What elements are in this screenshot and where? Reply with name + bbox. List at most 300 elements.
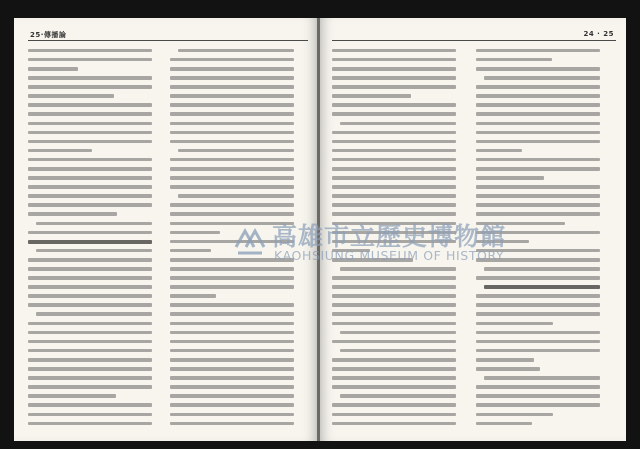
text-line-mark [332,303,456,307]
text-line-mark [332,312,456,316]
text-line-mark [28,303,152,307]
text-line [170,64,294,73]
text-line-mark [170,176,294,180]
text-line-mark [170,394,294,398]
text-line-mark [332,212,456,216]
text-line [476,337,600,346]
text-line-mark [28,240,152,244]
text-line-mark [28,331,152,335]
museum-watermark [232,221,507,267]
text-line-mark [170,413,294,417]
text-line [332,155,456,164]
text-line [476,101,600,110]
text-line-mark [28,176,152,180]
text-line [170,392,294,401]
text-line-mark [476,349,600,353]
text-line [476,382,600,391]
text-line [476,91,600,100]
text-line-mark [170,285,294,289]
text-line-mark [332,49,456,53]
text-line [170,182,294,191]
text-line-mark [484,267,600,271]
text-line [332,346,456,355]
text-line-mark [28,203,152,207]
text-line [332,364,456,373]
text-line [476,401,600,410]
text-line [170,282,294,291]
text-line-mark [28,376,152,380]
text-line [170,110,294,119]
text-line-mark [332,167,456,171]
text-line [332,301,456,310]
text-line-mark [170,385,294,389]
text-line [28,264,152,273]
text-line [332,401,456,410]
text-line-mark [28,67,78,71]
text-line-mark [170,212,294,216]
text-line-mark [340,267,456,271]
text-line-mark [170,249,211,253]
text-line-mark [332,422,456,426]
text-line [170,137,294,146]
text-line-mark [476,340,600,344]
text-line-mark [178,49,294,53]
text-line-mark [170,67,294,71]
text-line [28,146,152,155]
text-line [332,319,456,328]
text-line [332,110,456,119]
text-line-mark [170,358,294,362]
text-line [332,64,456,73]
text-line-mark [476,140,600,144]
text-line-mark [332,140,456,144]
text-line-mark [476,276,600,280]
text-line [170,319,294,328]
text-line [476,310,600,319]
text-line-mark [332,276,456,280]
text-line [28,110,152,119]
text-line-mark [332,131,456,135]
text-line [28,273,152,282]
text-line [28,382,152,391]
text-line-mark [332,103,456,107]
text-line [170,91,294,100]
text-line-mark [170,158,294,162]
text-line [28,282,152,291]
text-line-mark [170,294,216,298]
text-line-mark [476,167,600,171]
text-line-mark [340,122,456,126]
left-column-1 [28,46,152,428]
text-line [476,373,600,382]
text-line-mark [28,394,116,398]
text-line [28,101,152,110]
text-line-mark [476,194,600,198]
text-line [476,128,600,137]
text-line-mark [28,58,152,62]
text-line-mark [28,258,152,262]
text-line-mark [476,85,600,89]
text-line-mark [476,67,600,71]
text-line-mark [476,158,600,162]
text-line-mark [332,376,456,380]
text-line-mark [332,367,456,371]
text-line-mark [332,203,456,207]
text-line-mark [170,349,294,353]
left-header-rule [28,40,308,41]
text-line [332,55,456,64]
text-line [28,155,152,164]
text-line-mark [332,358,456,362]
text-line [332,273,456,282]
text-line-mark [170,367,294,371]
text-line-mark [28,231,152,235]
text-line [332,419,456,428]
text-line-mark [332,194,456,198]
text-line [476,292,600,301]
text-line [476,273,600,282]
text-line [170,355,294,364]
text-line-mark [476,322,553,326]
text-line-mark [476,312,600,316]
text-line [28,219,152,228]
text-line [170,401,294,410]
text-line-mark [28,49,152,53]
text-line-mark [28,358,152,362]
text-line [28,237,152,246]
text-line [332,73,456,82]
text-line-mark [28,194,152,198]
text-line [170,101,294,110]
text-line [28,119,152,128]
text-line-mark [476,367,540,371]
text-line [28,255,152,264]
text-line-mark [476,422,532,426]
text-line-mark [476,122,600,126]
museum-logo-icon [232,221,268,257]
text-line [476,64,600,73]
text-line-mark [28,140,152,144]
text-line [170,346,294,355]
text-line [332,101,456,110]
text-line-mark [476,149,522,153]
text-line-mark [170,322,294,326]
text-line [28,46,152,55]
text-line [28,173,152,182]
text-line-mark [332,294,456,298]
text-line [170,201,294,210]
text-line [476,419,600,428]
right-header-rule [332,40,616,41]
text-line [170,192,294,201]
text-line-mark [170,131,294,135]
text-line-mark [332,340,456,344]
text-line-mark [170,403,294,407]
text-line [332,164,456,173]
text-line [28,228,152,237]
text-line-mark [170,312,294,316]
text-line-mark [476,176,544,180]
text-line-mark [476,394,600,398]
text-line-mark [484,285,600,289]
text-line-mark [36,222,152,226]
text-line [28,55,152,64]
text-line-mark [28,185,152,189]
text-line [28,246,152,255]
text-line-mark [28,85,152,89]
text-line [476,346,600,355]
text-line [476,301,600,310]
text-line-mark [332,403,456,407]
text-line [170,46,294,55]
text-line [28,301,152,310]
text-line-mark [28,285,152,289]
text-line [476,55,600,64]
text-line-mark [178,194,294,198]
text-line-mark [28,267,152,271]
text-line [28,292,152,301]
text-line-mark [28,76,152,80]
text-line-mark [170,58,294,62]
text-line [170,328,294,337]
text-line [332,310,456,319]
text-line [170,55,294,64]
book-spread [14,18,626,443]
text-line-mark [476,185,600,189]
text-line [28,310,152,319]
text-line [170,364,294,373]
text-line [476,137,600,146]
text-line-mark [28,349,152,353]
text-line [476,364,600,373]
text-line-mark [170,112,294,116]
text-line-mark [332,413,456,417]
text-line [170,128,294,137]
text-line-mark [170,376,294,380]
text-line-mark [332,67,456,71]
text-line [28,392,152,401]
text-line-mark [170,276,294,280]
text-line [476,164,600,173]
text-line [28,91,152,100]
text-line-mark [28,276,152,280]
text-line-mark [332,94,411,98]
text-line-mark [484,376,600,380]
text-line [332,292,456,301]
text-line [476,319,600,328]
text-line [28,137,152,146]
text-line-mark [28,413,152,417]
text-line [28,182,152,191]
text-line [28,346,152,355]
text-line [476,182,600,191]
text-line [476,201,600,210]
text-line-mark [476,212,600,216]
text-line [476,328,600,337]
text-line-mark [340,331,456,335]
text-line-mark [476,413,553,417]
text-line-mark [28,112,152,116]
text-line [476,110,600,119]
text-line-mark [170,167,294,171]
text-line-mark [28,322,152,326]
text-line-mark [476,103,600,107]
text-line [28,201,152,210]
text-line [28,82,152,91]
text-line-mark [332,285,456,289]
text-line-mark [170,122,294,126]
text-line-mark [170,231,220,235]
text-line-mark [28,122,152,126]
text-line-mark [170,267,294,271]
text-line-mark [28,403,152,407]
text-line [476,146,600,155]
text-line [170,146,294,155]
text-line-mark [340,394,456,398]
text-line [476,173,600,182]
text-line [28,128,152,137]
text-line [170,164,294,173]
text-line-mark [170,331,294,335]
text-line-mark [36,249,152,253]
watermark-subtitle: KAOHSIUNG MUSEUM OF HISTORY [274,248,505,263]
text-line-mark [170,103,294,107]
text-line-mark [332,149,456,153]
text-line [170,337,294,346]
text-line [170,119,294,128]
text-line [170,310,294,319]
text-line [170,301,294,310]
text-line [170,410,294,419]
text-line-mark [28,167,152,171]
text-line [476,82,600,91]
text-line-mark [28,212,117,216]
text-line [332,182,456,191]
text-line-mark [28,367,152,371]
text-line [28,401,152,410]
text-line-mark [476,385,600,389]
text-line-mark [476,294,600,298]
text-line [476,282,600,291]
text-line [28,337,152,346]
text-line [170,419,294,428]
text-line-mark [28,294,152,298]
text-line [332,46,456,55]
text-line-mark [170,85,294,89]
text-line [332,128,456,137]
text-line-mark [170,203,294,207]
text-line-mark [28,340,152,344]
text-line [28,355,152,364]
text-line [476,264,600,273]
text-line-mark [170,303,294,307]
text-line [332,337,456,346]
text-line [476,392,600,401]
text-line [332,119,456,128]
text-line [28,419,152,428]
text-line-mark [170,340,294,344]
text-line [476,119,600,128]
text-line [170,382,294,391]
text-line [476,192,600,201]
text-line [28,319,152,328]
text-line [28,73,152,82]
text-line-mark [476,303,600,307]
text-line-mark [476,331,600,335]
text-line-mark [170,140,294,144]
text-line-mark [28,422,152,426]
text-line-mark [28,149,92,153]
text-line-mark [332,158,456,162]
text-line-mark [36,312,152,316]
text-line [332,201,456,210]
text-line [332,373,456,382]
text-line-mark [28,94,114,98]
text-line [476,46,600,55]
text-line [332,146,456,155]
right-running-head: 24 · 25 [583,30,614,38]
text-line-mark [332,385,456,389]
text-line [170,292,294,301]
text-line [332,173,456,182]
text-line [28,410,152,419]
text-line [170,155,294,164]
text-line [170,173,294,182]
text-line [332,392,456,401]
text-line-mark [332,85,456,89]
text-line [28,64,152,73]
text-line [476,410,600,419]
text-line-mark [476,58,552,62]
text-line [28,192,152,201]
text-line-mark [28,131,152,135]
text-line [28,164,152,173]
text-line-mark [332,322,456,326]
text-line-mark [476,358,534,362]
text-line-mark [476,112,600,116]
text-line-mark [332,76,456,80]
text-line [332,355,456,364]
text-line [332,91,456,100]
text-line [170,273,294,282]
text-line-mark [476,131,600,135]
text-line-mark [332,185,456,189]
text-line [332,192,456,201]
text-line-mark [484,76,600,80]
text-line [170,82,294,91]
text-line-mark [476,49,600,53]
text-line-mark [476,203,600,207]
text-line-mark [170,422,294,426]
text-line-mark [476,94,600,98]
text-line [476,155,600,164]
text-line [28,210,152,219]
text-line [28,364,152,373]
text-line [476,73,600,82]
text-line [332,410,456,419]
text-line-mark [170,94,294,98]
text-line-mark [28,158,152,162]
text-line-mark [28,385,152,389]
text-line [170,373,294,382]
text-line-mark [332,112,456,116]
watermark-title: 高雄市立歷史博物館 [272,222,507,251]
text-line-mark [178,149,294,153]
text-line [28,373,152,382]
text-line [170,73,294,82]
text-line-mark [170,76,294,80]
text-line [332,328,456,337]
